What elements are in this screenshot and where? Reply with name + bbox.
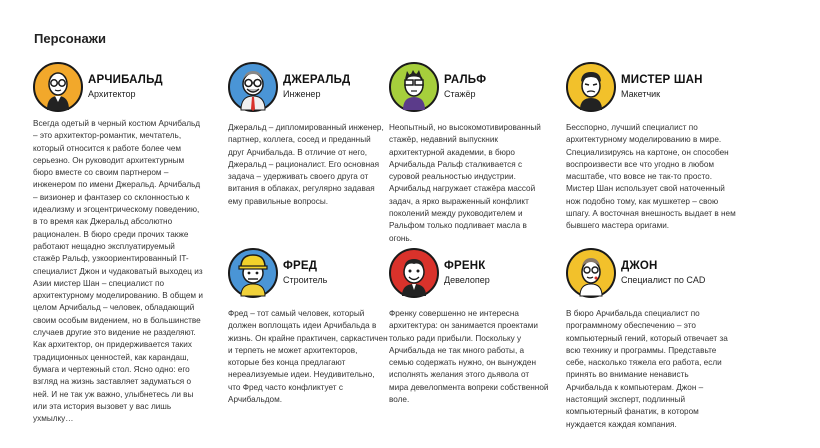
character-name: ДЖЕРАЛЬД xyxy=(283,74,351,86)
character-card-shan xyxy=(566,62,736,233)
character-bio: Фред – тот самый человек, который должен воплощать идеи Арчибальда в жизнь. Он крайне практичен, саркастичен и терпеть не может архитекторов, которые без конца предлагают нереализуемые идеи. Неудивительно, что Фред часто конфликтует с Арчибальдом. xyxy=(228,309,388,405)
gerald-avatar-icon xyxy=(228,62,278,112)
character-role: Архитектор xyxy=(88,89,136,99)
shan-avatar-icon xyxy=(566,62,616,112)
character-name: МИСТЕР ШАН xyxy=(621,74,703,86)
character-bio: Джеральд – дипломированный инженер, партнер, коллега, сосед и преданный друг Арчибальда. В отличие от него, Джеральд – рационалист. Его основная задача – удерживать своего друга от витания в облаках, регулярно задавая ему правильные вопросы. xyxy=(228,123,384,206)
character-name: ФРЕД xyxy=(283,260,318,272)
character-role: Девелопер xyxy=(444,275,490,285)
character-card-fred xyxy=(228,248,388,406)
character-role: Инженер xyxy=(283,89,321,99)
character-name: РАЛЬФ xyxy=(444,74,487,86)
character-name: ДЖОН xyxy=(621,260,658,272)
john-avatar-icon xyxy=(566,248,616,298)
archibald-avatar-icon xyxy=(33,62,83,112)
character-card-ralph xyxy=(389,62,552,245)
character-bio: В бюро Арчибальда специалист по программному обеспечению – это компьютерный гений, который отвечает за всю технику и программы. Представьте себе, насколько тяжела его работа, если принять во внимание ненависть Арчибальда к компьютерам. Джон – настоящий эксперт, подлинный компьютерный фанатик, в котором нуждается каждая компания. xyxy=(566,309,728,429)
character-bio: Всегда одетый в черный костюм Арчибальд – это архитектор-романтик, мечтатель, который относится к работе более чем серьезно. Он руководит архитектурным бюро вместе со своим партнером – инженером по имени Джеральд. Арчибальд – визионер и фантазер со склонностью к идеализму и эгоцентрическому поведению, в то время как Джеральд абсолютно рационален. В бюро среди прочих также работают нещадно эксплуатируемый стажёр Ральф, узкоориентированный IT-специалист Джон и чудаковатый выходец из Азии мистер Шан – специалист по архитектурному моделированию. В общем и целом Арчибальд – человек, обладающий своим особым видением, но в большинстве случаев другие это видение не разделяют. Как архитектор, он придерживается таких традиционных ценностей, как карандаш, бумага и чертежный стол. Ясно одно: его взгляд на жизнь заставляет задуматься о ней. И не так уж важно, улыбнетесь ли вы или эта история вызовет у вас лишь ухмылку… xyxy=(33,119,203,424)
character-name: АРЧИБАЛЬД xyxy=(88,74,163,86)
character-role: Специалист по CAD xyxy=(621,275,706,285)
character-role: Макетчик xyxy=(621,89,661,99)
character-card-gerald xyxy=(228,62,388,208)
character-card-frank xyxy=(389,248,549,406)
character-role: Строитель xyxy=(283,275,328,285)
page-title: Персонажи xyxy=(34,31,106,46)
character-role: Стажёр xyxy=(444,89,476,99)
character-bio: Неопытный, но высокомотивированный стажёр, недавний выпускник архитектурной академии, в бюро Арчибальда Ральф сталкивается с суровой реальностью индустрии. Арчибальд нагружает стажёра массой задач, а ярко выраженный конфликт поколений между руководителем и Ральфом только подливает масла в огонь. xyxy=(389,123,541,243)
character-card-john xyxy=(566,248,736,431)
frank-avatar-icon xyxy=(389,248,439,298)
character-bio: Френку совершенно не интересна архитектура: он занимается проектами только ради прибыли. Поскольку у Арчибальда не так много работы, а семью содержать нужно, он вынужден исполнять желания этого дьявола от мира девелопмента вопреки собственной воле. xyxy=(389,309,549,405)
ralph-avatar-icon xyxy=(389,62,439,112)
character-name: ФРЕНК xyxy=(444,260,486,272)
character-bio: Бесспорно, лучший специалист по архитектурному моделированию в мире. Специализируясь на картоне, он способен воспроизвести все что угодно в любом масштабе, что вовсе не так-то просто. Мистер Шан использует свой наточенный нож подобно тому, как мушкетер – свою шпагу. А восточная внешность выдает в нем бывшего мастера оригами. xyxy=(566,123,736,231)
character-card-archibald xyxy=(33,62,203,425)
fred-avatar-icon xyxy=(228,248,278,298)
